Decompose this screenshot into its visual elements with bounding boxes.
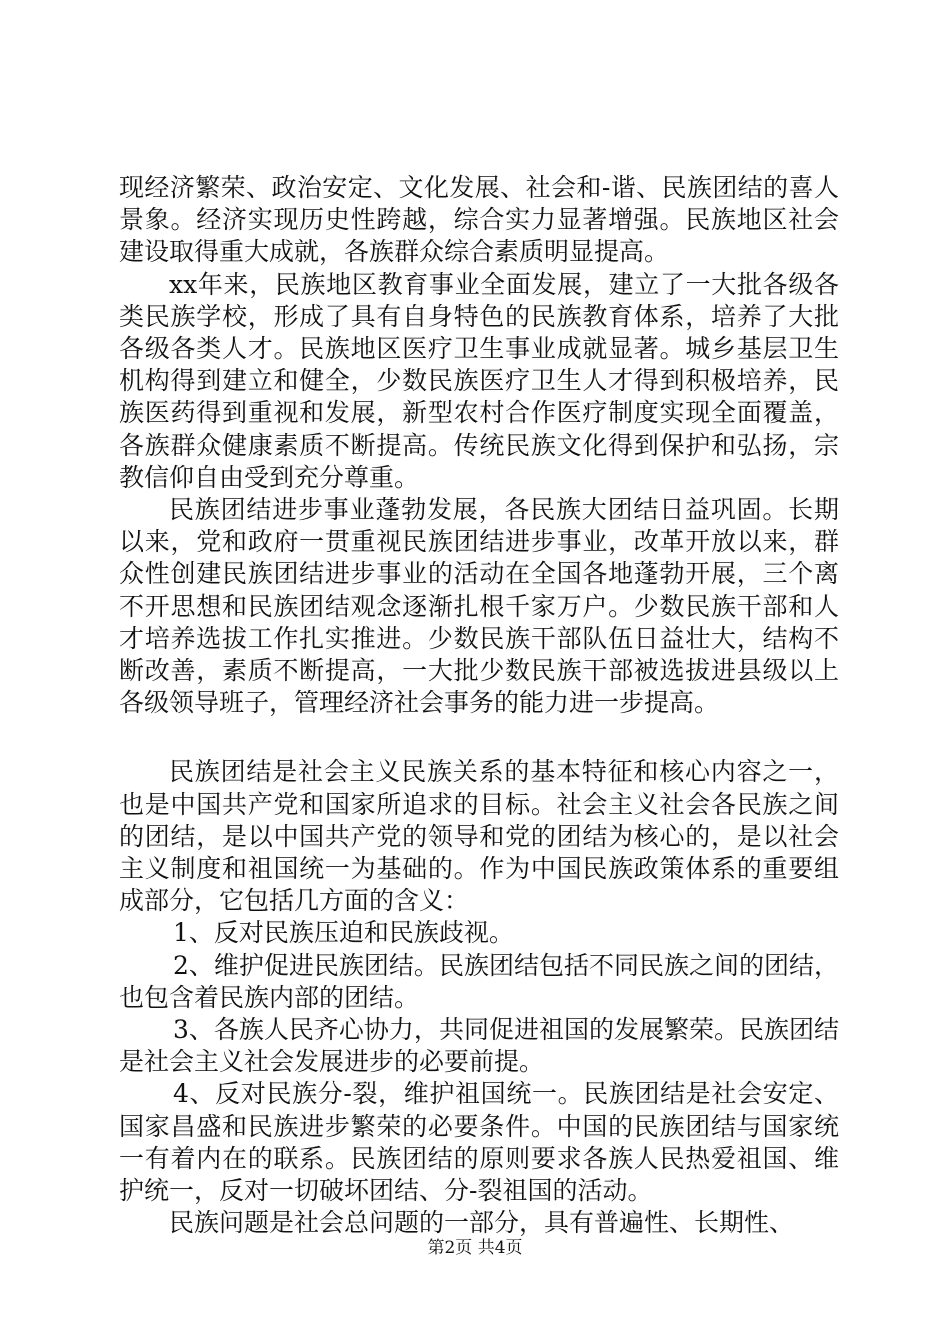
list-item-1: 1、反对民族压迫和民族歧视。	[173, 918, 514, 948]
paragraph-ethnic-unity-definition: 民族团结是社会主义民族关系的基本特征和核心内容之一，也是中国共产党和国家所追求的目标。社会主义社会各民族之间的团结，是以中国共产党的领导和党的团结为核心的，是以社会主义制度和祖国统一为基础的。作为中国民族政策体系的重要组成部分，它包括几方面的含义：	[119, 757, 839, 916]
page-number-footer: 第2页 共4页	[427, 1238, 523, 1258]
paragraph-ethnic-issue: 民族问题是社会总问题的一部分，具有普遍性、长期性、	[169, 1208, 795, 1238]
paragraph-education-health: xx年来，民族地区教育事业全面发展，建立了一大批各级各类民族学校，形成了具有自身特色的民族教育体系，培养了大批各级各类人才。民族地区医疗卫生事业成就显著。城乡基层卫生机构得到建立和健全，少数民族医疗卫生人才得到积极培养，民族医药得到重视和发展，新型农村合作医疗制度实现全面覆盖，各族群众健康素质不断提高。传统民族文化得到保护和弘扬，宗教信仰自由受到充分尊重。	[119, 269, 839, 492]
paragraph-spacer	[119, 719, 839, 756]
list-item-4: 4、反对民族分-裂，维护祖国统一。民族团结是社会安定、国家昌盛和民族进步繁荣的必要条件。中国的民族团结与国家统一有着内在的联系。民族团结的原则要求各族人民热爱祖国、维护统一，反对一切破坏团结、分-裂祖国的活动。	[119, 1079, 839, 1206]
paragraph-continuation: 现经济繁荣、政治安定、文化发展、社会和-谐、民族团结的喜人景象。经济实现历史性跨越，综合实力显著增强。民族地区社会建设取得重大成就，各族群众综合素质明显提高。	[119, 173, 839, 267]
list-item-3: 3、各族人民齐心协力，共同促进祖国的发展繁荣。民族团结是社会主义社会发展进步的必要前提。	[119, 1015, 839, 1077]
document-body	[119, 172, 839, 1240]
paragraph-ethnic-unity-progress: 民族团结进步事业蓬勃发展，各民族大团结日益巩固。长期以来，党和政府一贯重视民族团结进步事业，改革开放以来，群众性创建民族团结进步事业的活动在全国各地蓬勃开展，三个离不开思想和民族团结观念逐渐扎根千家万户。少数民族干部和人才培养选拔工作扎实推进。少数民族干部队伍日益壮大，结构不断改善，素质不断提高，一大批少数民族干部被选拔进县级以上各级领导班子，管理经济社会事务的能力进一步提高。	[119, 495, 839, 718]
list-item-2: 2、维护促进民族团结。民族团结包括不同民族之间的团结，也包含着民族内部的团结。	[119, 950, 839, 1012]
